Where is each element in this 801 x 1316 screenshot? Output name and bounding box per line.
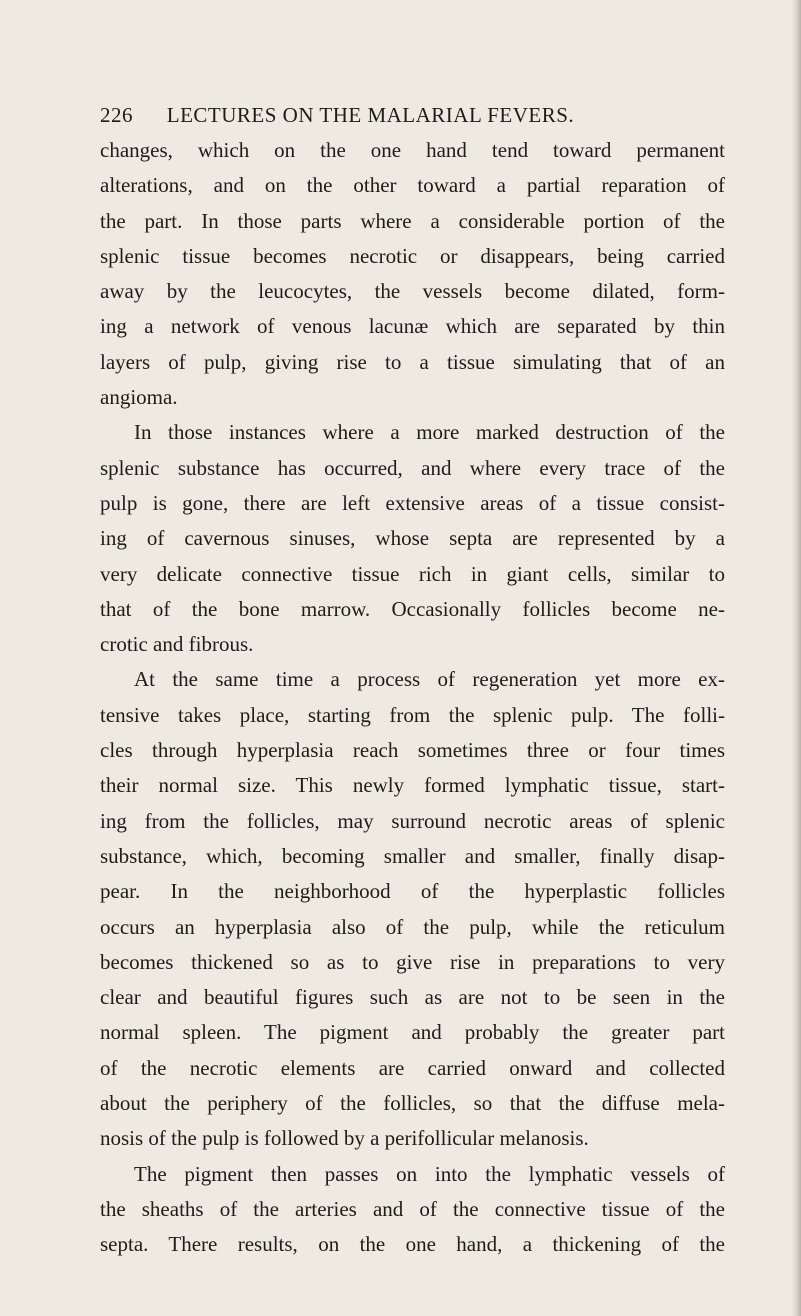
page-number: 226 xyxy=(100,103,133,127)
text-line: the part. In those parts where a considerable portion of the xyxy=(100,208,725,233)
text-line: that of the bone marrow. Occasionally follicles become ne- xyxy=(100,596,725,621)
text-line: the sheaths of the arteries and of the connective tissue of the xyxy=(100,1196,725,1221)
text-line: splenic substance has occurred, and where every trace of the xyxy=(100,455,725,480)
text-line: clear and beautiful figures such as are not to be seen in the xyxy=(100,985,725,1010)
text-line: cles through hyperplasia reach sometimes three or four times xyxy=(100,738,725,763)
paragraph xyxy=(100,1157,725,1263)
text-line: tensive takes place, starting from the splenic pulp. The folli- xyxy=(100,702,725,727)
text-line: occurs an hyperplasia also of the pulp, while the reticulum xyxy=(100,914,725,939)
text-line: layers of pulp, giving rise to a tissue simulating that of an xyxy=(100,349,725,374)
text-line: very delicate connective tissue rich in giant cells, similar to xyxy=(100,561,725,586)
text-line: pulp is gone, there are left extensive areas of a tissue consist- xyxy=(100,490,725,515)
text-line: their normal size. This newly formed lymphatic tissue, start- xyxy=(100,773,725,798)
text-line: ing a network of venous lacunæ which are separated by thin xyxy=(100,314,725,339)
text-line: crotic and fibrous. xyxy=(100,632,254,657)
text-line: away by the leucocytes, the vessels become dilated, form- xyxy=(100,279,725,304)
paragraph xyxy=(100,133,725,415)
text-line: alterations, and on the other toward a partial reparation of xyxy=(100,173,725,198)
text-line: splenic tissue becomes necrotic or disappears, being carried xyxy=(100,243,725,268)
paragraph xyxy=(100,662,725,1156)
page-edge-shadow xyxy=(791,0,801,1316)
text-line: of the necrotic elements are carried onward and collected xyxy=(100,1055,725,1080)
text-line: substance, which, becoming smaller and smaller, finally disap- xyxy=(100,843,725,868)
page-header xyxy=(100,103,640,128)
text-line: normal spleen. The pigment and probably the greater part xyxy=(100,1020,725,1045)
body-text xyxy=(100,133,725,1263)
text-line: The pigment then passes on into the lymphatic vessels of xyxy=(134,1161,725,1186)
paragraph xyxy=(100,415,725,662)
text-line: nosis of the pulp is followed by a perifollicular melanosis. xyxy=(100,1126,589,1151)
text-line: changes, which on the one hand tend toward permanent xyxy=(100,138,725,162)
text-line: pear. In the neighborhood of the hyperplastic follicles xyxy=(100,879,725,904)
text-line: ing from the follicles, may surround necrotic areas of splenic xyxy=(100,808,725,833)
text-line: In those instances where a more marked destruction of the xyxy=(134,420,725,445)
text-line: about the periphery of the follicles, so that the diffuse mela- xyxy=(100,1091,725,1116)
text-line: angioma. xyxy=(100,385,178,410)
text-line: ing of cavernous sinuses, whose septa are represented by a xyxy=(100,526,725,551)
text-line: becomes thickened so as to give rise in preparations to very xyxy=(100,949,725,974)
text-line: septa. There results, on the one hand, a thickening of the xyxy=(100,1232,725,1257)
running-title: LECTURES ON THE MALARIAL FEVERS. xyxy=(166,103,575,127)
text-line: At the same time a process of regeneration yet more ex- xyxy=(134,667,725,692)
